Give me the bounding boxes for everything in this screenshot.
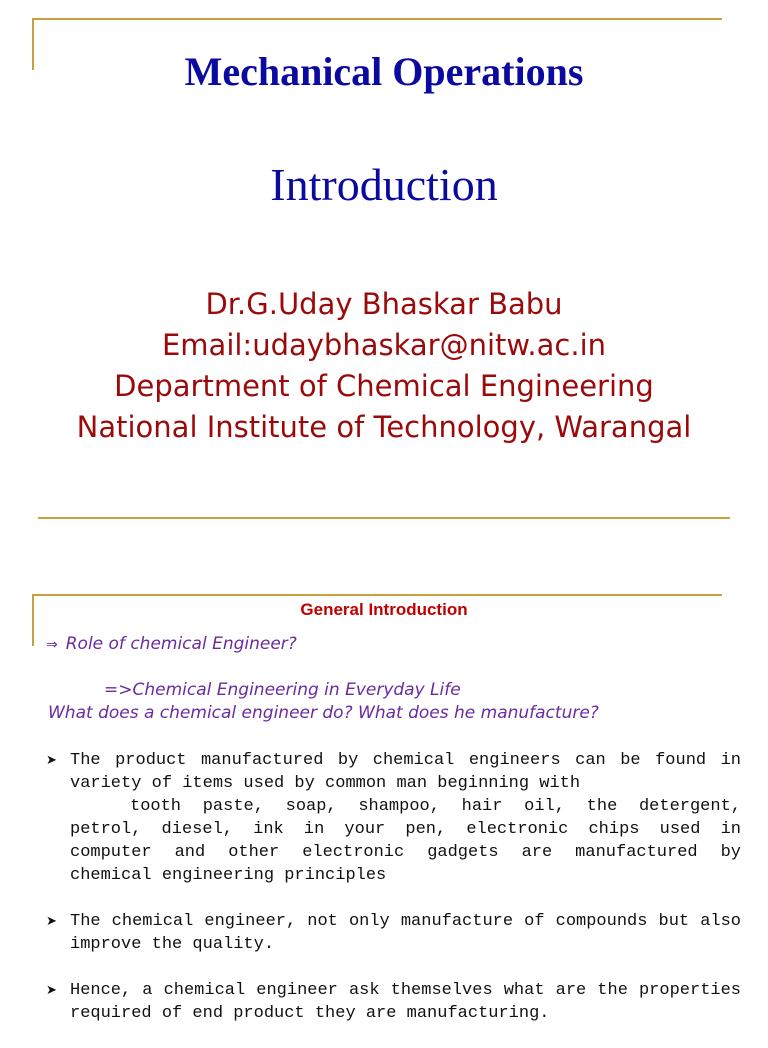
section-heading: General Introduction: [300, 600, 468, 619]
arrowhead-bullet-icon: ➤: [46, 753, 57, 768]
bullet-continuation: tooth paste, soap, shampoo, hair oil, the detergent, petrol, diesel, ink in your pen, electronic chips used in computer and other electronic gadgets are manufactured by chemical engineering principles: [70, 797, 741, 885]
slide2-top-border-rule: [32, 594, 722, 596]
bottom-divider-rule: [38, 517, 730, 519]
bullet-text: The chemical engineer, not only manufacture of compounds but also improve the quality.: [70, 912, 741, 954]
list-item: [46, 749, 741, 887]
double-arrow-icon: ⇒: [46, 637, 58, 653]
bullet-list: [46, 749, 741, 1048]
bullet-text: Hence, a chemical engineer ask themselves what are the properties required of end product they are manufacturing.: [70, 981, 741, 1023]
list-item: [46, 910, 741, 956]
everyday-line: =>Chemical Engineering in Everyday Life: [104, 680, 461, 700]
author-department: Department of Chemical Engineering: [114, 369, 654, 403]
author-institute: National Institute of Technology, Warangal: [76, 410, 692, 444]
author-block: [0, 284, 768, 448]
slide-subtitle: Introduction: [270, 159, 498, 210]
author-name: Dr.G.Uday Bhaskar Babu: [205, 287, 563, 321]
arrowhead-bullet-icon: ➤: [46, 983, 57, 998]
list-item: [46, 979, 741, 1025]
question-line: What does a chemical engineer do? What does he manufacture?: [48, 703, 599, 723]
role-line: [46, 634, 297, 654]
bullet-text: The product manufactured by chemical engineers can be found in variety of items used by common man beginning with: [70, 751, 741, 793]
role-text: Role of chemical Engineer?: [65, 634, 297, 654]
author-email: Email:udaybhaskar@nitw.ac.in: [161, 328, 607, 362]
top-border-rule: [32, 18, 722, 20]
arrowhead-bullet-icon: ➤: [46, 914, 57, 929]
slide-title: Mechanical Operations: [184, 49, 584, 94]
